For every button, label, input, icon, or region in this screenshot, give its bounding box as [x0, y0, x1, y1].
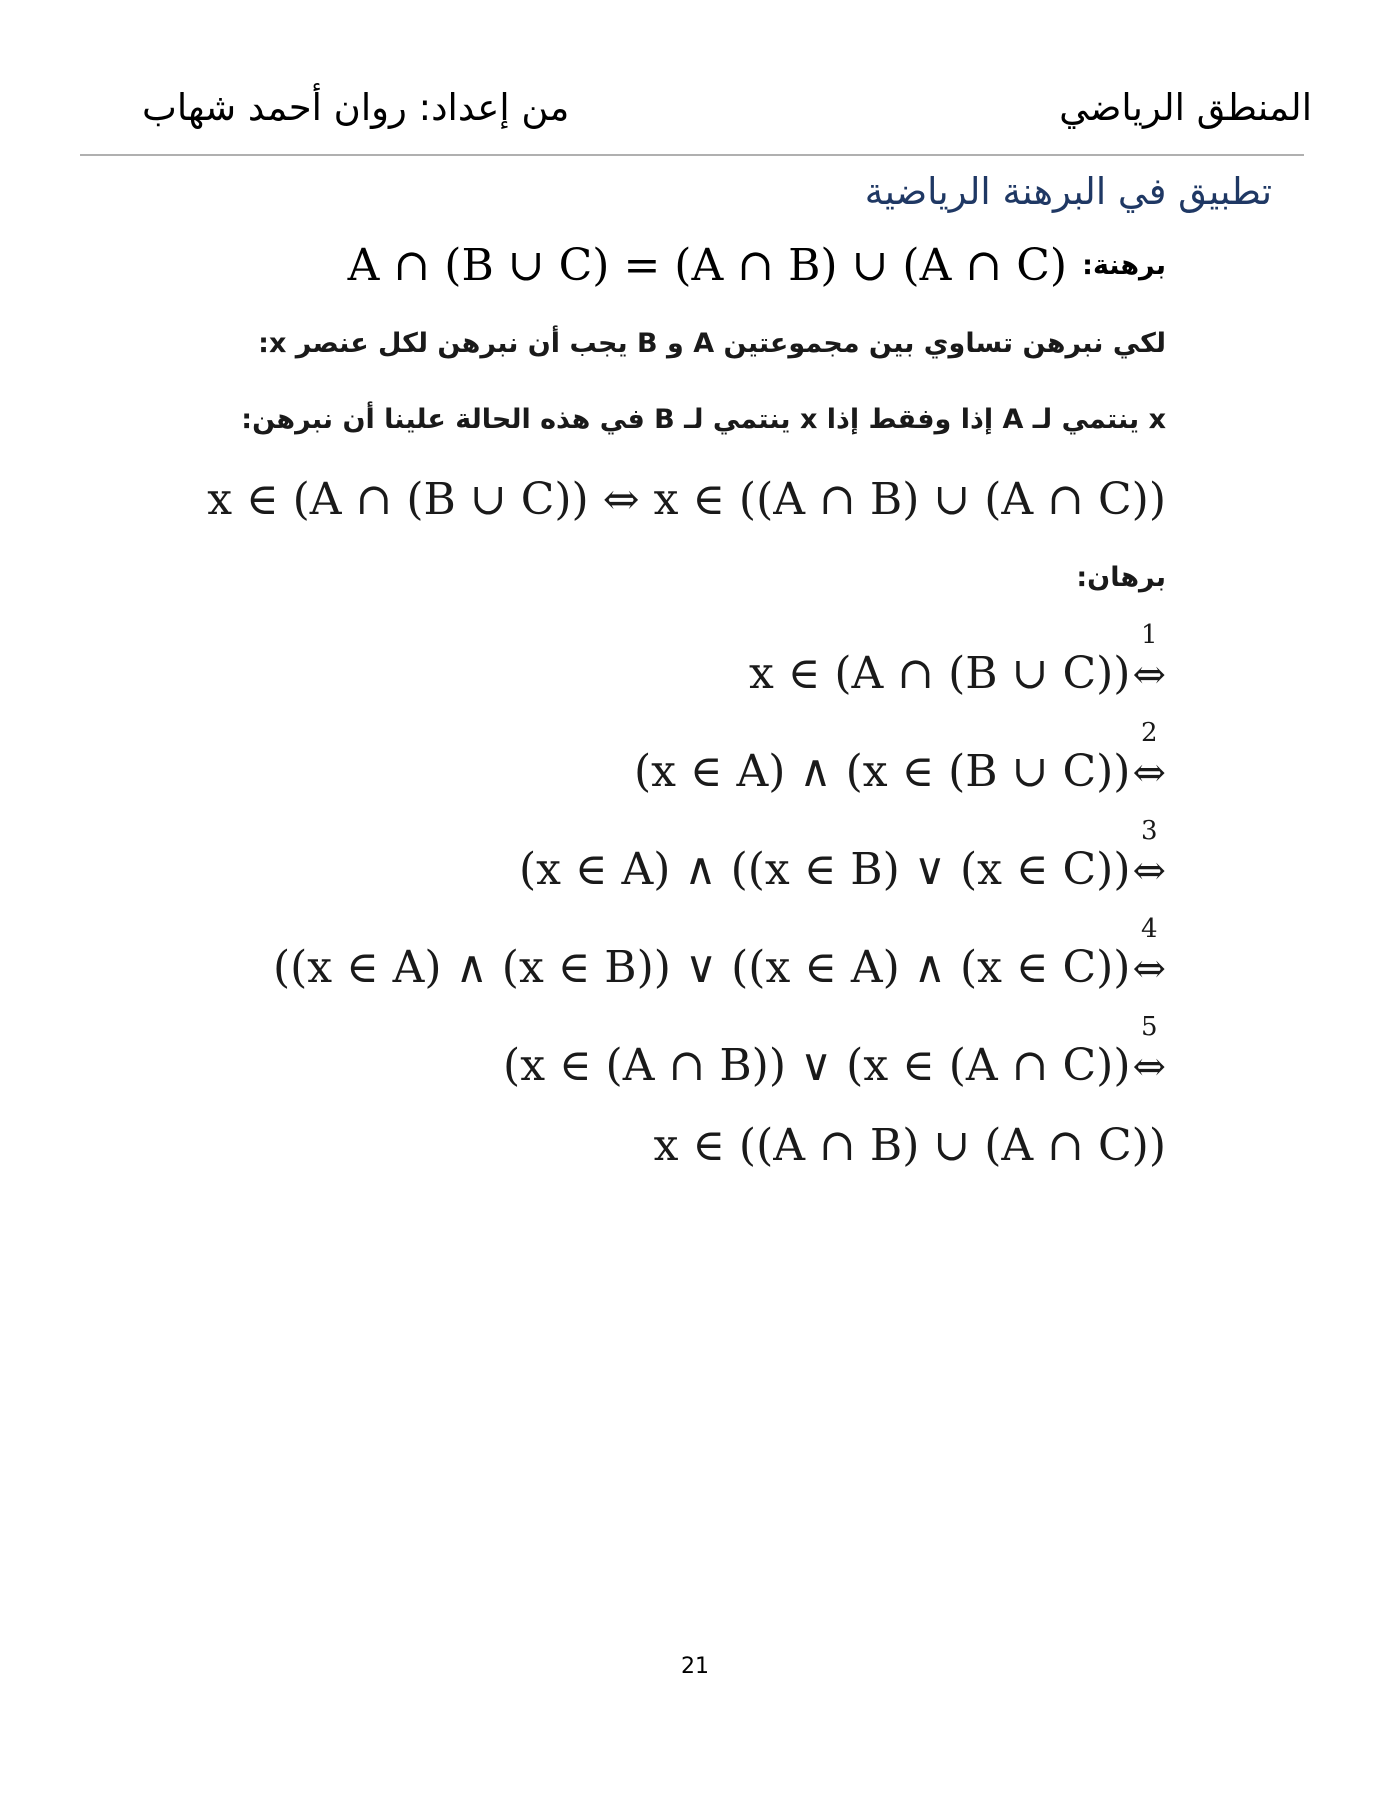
proof-step-formula: (x ∈ (A ∩ B)) ∨ (x ∈ (A ∩ C)) [503, 1040, 1131, 1091]
proof-step [503, 1012, 1166, 1091]
proof-step [272, 914, 1166, 993]
equivalence-arrow: ⇔ 2 [1132, 718, 1166, 796]
theorem-label: برهنة: [1082, 250, 1166, 281]
proof-conclusion: x ∈ ((A ∩ B) ∪ (A ∩ C)) [653, 1120, 1166, 1171]
theorem-statement: A ∩ (B ∪ C) = (A ∩ B) ∪ (A ∩ C) [347, 240, 1068, 291]
equivalence-arrow: ⇔ 3 [1132, 816, 1166, 894]
equivalence-arrow: ⇔ 5 [1132, 1012, 1166, 1090]
header-author: من إعداد: روان أحمد شهاب [142, 86, 570, 129]
proof-label: برهان: [1076, 562, 1166, 593]
step-number: 1 [1140, 620, 1158, 650]
paragraph-condition: x ينتمي لـ A إذا وفقط إذا x ينتمي لـ B في هذه الحالة علينا أن نبرهن: [241, 404, 1166, 435]
step-number: 2 [1140, 718, 1158, 748]
step-number: 5 [1140, 1012, 1158, 1042]
header-divider [80, 154, 1304, 156]
proof-step-formula: (x ∈ A) ∧ ((x ∈ B) ∨ (x ∈ C)) [518, 844, 1131, 895]
proof-step [518, 816, 1166, 895]
header-book-title: المنطق الرياضي [1059, 86, 1312, 129]
proof-step-formula: (x ∈ A) ∧ (x ∈ (B ∪ C)) [633, 746, 1131, 797]
proof-step-formula: ((x ∈ A) ∧ (x ∈ B)) ∨ ((x ∈ A) ∧ (x ∈ C)) [272, 942, 1131, 993]
proof-step [749, 620, 1166, 699]
step-number: 4 [1140, 914, 1158, 944]
step-number: 3 [1140, 816, 1158, 846]
paragraph-set-equality: لكي نبرهن تساوي بين مجموعتين A و B يجب أن نبرهن لكل عنصر x: [258, 328, 1166, 359]
section-title: تطبيق في البرهنة الرياضية [864, 170, 1272, 213]
page-number: 21 [681, 1654, 709, 1679]
theorem-row [348, 240, 1166, 291]
equivalence-arrow: ⇔ 4 [1132, 914, 1166, 992]
proof-step [633, 718, 1166, 797]
equivalence-arrow: ⇔ 1 [1132, 620, 1166, 698]
proof-step-formula: x ∈ (A ∩ (B ∪ C)) [749, 648, 1131, 699]
goal-formula: x ∈ (A ∩ (B ∪ C)) ⇔ x ∈ ((A ∩ B) ∪ (A ∩ C)) [207, 474, 1166, 525]
